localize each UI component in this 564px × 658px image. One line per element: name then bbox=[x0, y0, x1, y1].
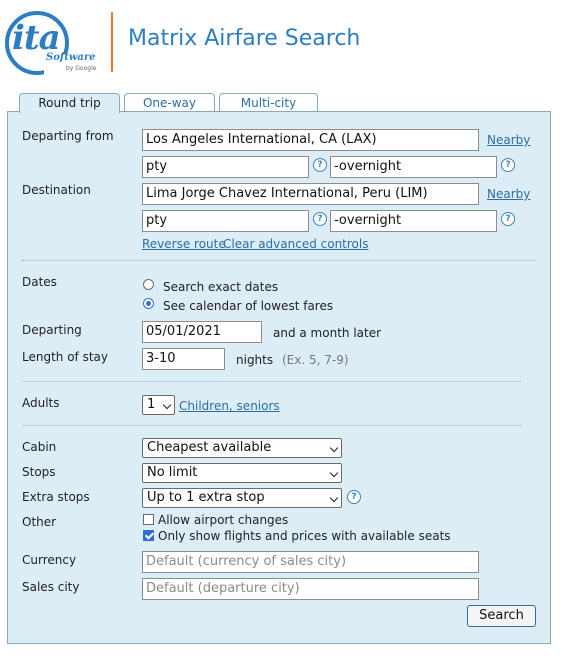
only-available-seats-checkbox[interactable] bbox=[143, 530, 154, 541]
cabin-select[interactable] bbox=[142, 438, 342, 458]
ita-software-logo bbox=[4, 10, 104, 76]
departing-date-suffix: and a month later bbox=[273, 326, 382, 340]
routing-help-icon[interactable]: ? bbox=[313, 158, 327, 172]
search-button[interactable]: Search bbox=[467, 605, 536, 627]
destination-label: Destination bbox=[22, 183, 91, 197]
calendar-fares-label: See calendar of lowest fares bbox=[163, 299, 334, 313]
logo-text: ita bbox=[12, 18, 60, 58]
tab-one-way[interactable]: One-way bbox=[124, 93, 215, 111]
destination-extension-input[interactable]: -overnight bbox=[330, 210, 497, 232]
sales-city-label: Sales city bbox=[22, 580, 80, 594]
chevron-down-icon bbox=[330, 494, 338, 502]
departing-from-input[interactable]: Los Angeles International, CA (LAX) bbox=[142, 129, 479, 151]
extra-stops-label: Extra stops bbox=[22, 490, 90, 504]
length-of-stay-hint: (Ex. 5, 7-9) bbox=[282, 353, 349, 367]
extra-stops-value: Up to 1 extra stop bbox=[147, 490, 265, 505]
extra-stops-select[interactable] bbox=[142, 488, 342, 508]
children-seniors-link[interactable]: Children, seniors bbox=[179, 399, 280, 413]
tab-multi-city[interactable]: Multi-city bbox=[219, 93, 318, 111]
cabin-label: Cabin bbox=[22, 440, 57, 454]
exact-dates-label: Search exact dates bbox=[163, 280, 279, 294]
destination-nearby-link[interactable]: Nearby bbox=[487, 187, 531, 201]
logo-by-google: by Google bbox=[66, 65, 97, 72]
departing-date-label: Departing bbox=[22, 323, 82, 337]
adults-label: Adults bbox=[22, 396, 60, 410]
allow-airport-changes-label: Allow airport changes bbox=[158, 513, 289, 527]
section-divider bbox=[22, 381, 521, 382]
stops-select[interactable] bbox=[142, 463, 342, 483]
extra-stops-help-icon[interactable]: ? bbox=[347, 490, 361, 504]
length-of-stay-input[interactable]: 3-10 bbox=[142, 348, 225, 370]
departing-date-input[interactable]: 05/01/2021 bbox=[142, 321, 262, 343]
header-divider bbox=[111, 12, 113, 72]
adults-select[interactable] bbox=[142, 395, 175, 415]
search-form-panel bbox=[7, 111, 551, 644]
cabin-value: Cheapest available bbox=[147, 440, 272, 455]
departing-nearby-link[interactable]: Nearby bbox=[487, 133, 531, 147]
section-divider bbox=[22, 260, 536, 261]
departing-routing-input[interactable]: pty bbox=[142, 156, 309, 178]
adults-value: 1 bbox=[147, 397, 156, 412]
sales-city-input[interactable]: Default (departure city) bbox=[142, 578, 479, 600]
routing-help-icon[interactable]: ? bbox=[313, 212, 327, 226]
stops-label: Stops bbox=[22, 465, 56, 479]
reverse-route-link[interactable]: Reverse route bbox=[142, 237, 226, 251]
departing-extension-input[interactable]: -overnight bbox=[330, 156, 497, 178]
tab-round-trip[interactable]: Round trip bbox=[19, 93, 120, 113]
only-available-seats-label: Only show flights and prices with available seats bbox=[158, 529, 451, 543]
clear-advanced-controls-link[interactable]: Clear advanced controls bbox=[223, 237, 369, 251]
other-label: Other bbox=[22, 515, 57, 529]
chevron-down-icon bbox=[330, 444, 338, 452]
length-of-stay-label: Length of stay bbox=[22, 350, 108, 364]
calendar-fares-radio[interactable] bbox=[143, 298, 154, 309]
section-divider bbox=[22, 425, 521, 426]
allow-airport-changes-checkbox[interactable] bbox=[143, 514, 154, 525]
page-title: Matrix Airfare Search bbox=[128, 26, 361, 51]
chevron-down-icon bbox=[330, 469, 338, 477]
destination-input[interactable]: Lima Jorge Chavez International, Peru (LIM) bbox=[142, 183, 479, 205]
extension-help-icon[interactable]: ? bbox=[501, 158, 515, 172]
stops-value: No limit bbox=[147, 465, 198, 480]
departing-from-label: Departing from bbox=[22, 129, 114, 143]
extension-help-icon[interactable]: ? bbox=[501, 212, 515, 226]
chevron-down-icon bbox=[163, 401, 171, 409]
currency-input[interactable]: Default (currency of sales city) bbox=[142, 551, 479, 573]
dates-label: Dates bbox=[22, 275, 57, 289]
exact-dates-radio[interactable] bbox=[143, 279, 154, 290]
logo-subtext: Software bbox=[46, 52, 96, 63]
nights-label: nights bbox=[236, 353, 274, 367]
currency-label: Currency bbox=[22, 553, 77, 567]
destination-routing-input[interactable]: pty bbox=[142, 210, 309, 232]
